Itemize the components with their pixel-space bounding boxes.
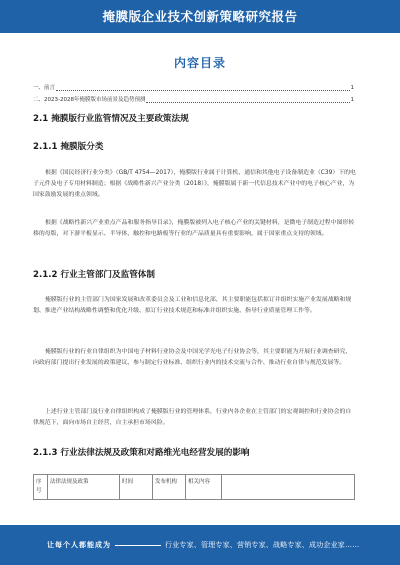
- section-heading-2-1-1: 2.1.1 掩膜版分类: [33, 142, 104, 152]
- paragraph: 根据《国民经济行业分类》（GB/T 4754—2017），掩膜版行业属于计算机、通信和其他电子设备制造业（C39）下的电子元件及电子专用材料制造；根据《战略性新兴产业分类（2018）》，掩膜版属于新一代信息技术产业中的电子核心产业，为国家鼓励发展的重点领域。: [33, 170, 356, 198]
- paragraph: 上述行业主管部门及行业自律组织构成了掩膜版行业的管理体系，行业内各企业在主管部门的宏观调控和行业协会的自律规范下，面向市场自主经营，自主承担市场风险。: [33, 409, 352, 426]
- footer-slogan-left: 让每个人都能成为: [47, 541, 111, 549]
- toc-item[interactable]: [33, 83, 354, 93]
- footer-divider: [115, 545, 161, 546]
- section-heading-2-1-3: 2.1.3 行业法律法规及政策和对路维光电经营发展的影响: [33, 448, 250, 458]
- report-header-bar: [0, 0, 400, 33]
- regulations-table: [33, 474, 355, 500]
- paragraph: 掩膜版行业的主管部门为国家发展和改革委员会及工业和信息化部，其主要职能包括拟订并组织实施产业发展战略和规划、推进产业结构战略性调整和优化升级、拟订行业技术规范和标准并组织实施、指导行业质量管理工作等。: [33, 297, 352, 314]
- table-header-cell: [222, 475, 354, 499]
- paragraph: 根据《战略性新兴产业重点产品和服务指导目录》，掩膜版被列入电子核心产业的关键材料，是微电子制造过程中图形转移的母版，对下游平板显示、半导体、触控和电路板等行业的产品质量具有重要影响，属于国家重点支持的领域。: [33, 220, 355, 237]
- toc-title: 内容目录: [173, 56, 226, 70]
- paragraph: 掩膜版行业的行业自律组织为中国电子材料行业协会及中国光学光电子行业协会等，其主要职能为开展行业调查研究、向政府部门提出行业发展的政策建议、参与制定行业标准、组织行业内的技术交流与合作、推动行业自律与规范发展等。: [33, 349, 352, 366]
- report-footer-bar: [0, 525, 400, 565]
- table-header-cell: 法律法规及政策: [48, 475, 120, 499]
- toc-item-label: 一、前言: [33, 85, 56, 91]
- section-heading-2-1-2: 2.1.2 行业主管部门及监管体制: [33, 270, 155, 280]
- toc-item-page: 1: [350, 97, 354, 103]
- table-header-cell: 时间: [120, 475, 153, 499]
- table-header-cell: 序号: [34, 475, 48, 499]
- section-heading-2-1: 2.1 掩膜版行业监管情况及主要政策法规: [33, 114, 189, 124]
- toc-leader-dots: [146, 102, 349, 103]
- toc-item-page: 1: [350, 85, 354, 91]
- toc-leader-dots: [56, 90, 349, 91]
- table-header-cell: 相关内容: [186, 475, 222, 499]
- toc-item-label: 二、2023-2028年掩膜版市场前景及趋势预测: [33, 97, 146, 103]
- footer-slogan-right: 行业专家、管理专家、营销专家、战略专家、成功企业家……: [165, 541, 360, 549]
- table-header-cell: 发布机构: [153, 475, 186, 499]
- toc-item[interactable]: [33, 95, 354, 105]
- report-title: 掩膜版企业技术创新策略研究报告: [102, 9, 298, 24]
